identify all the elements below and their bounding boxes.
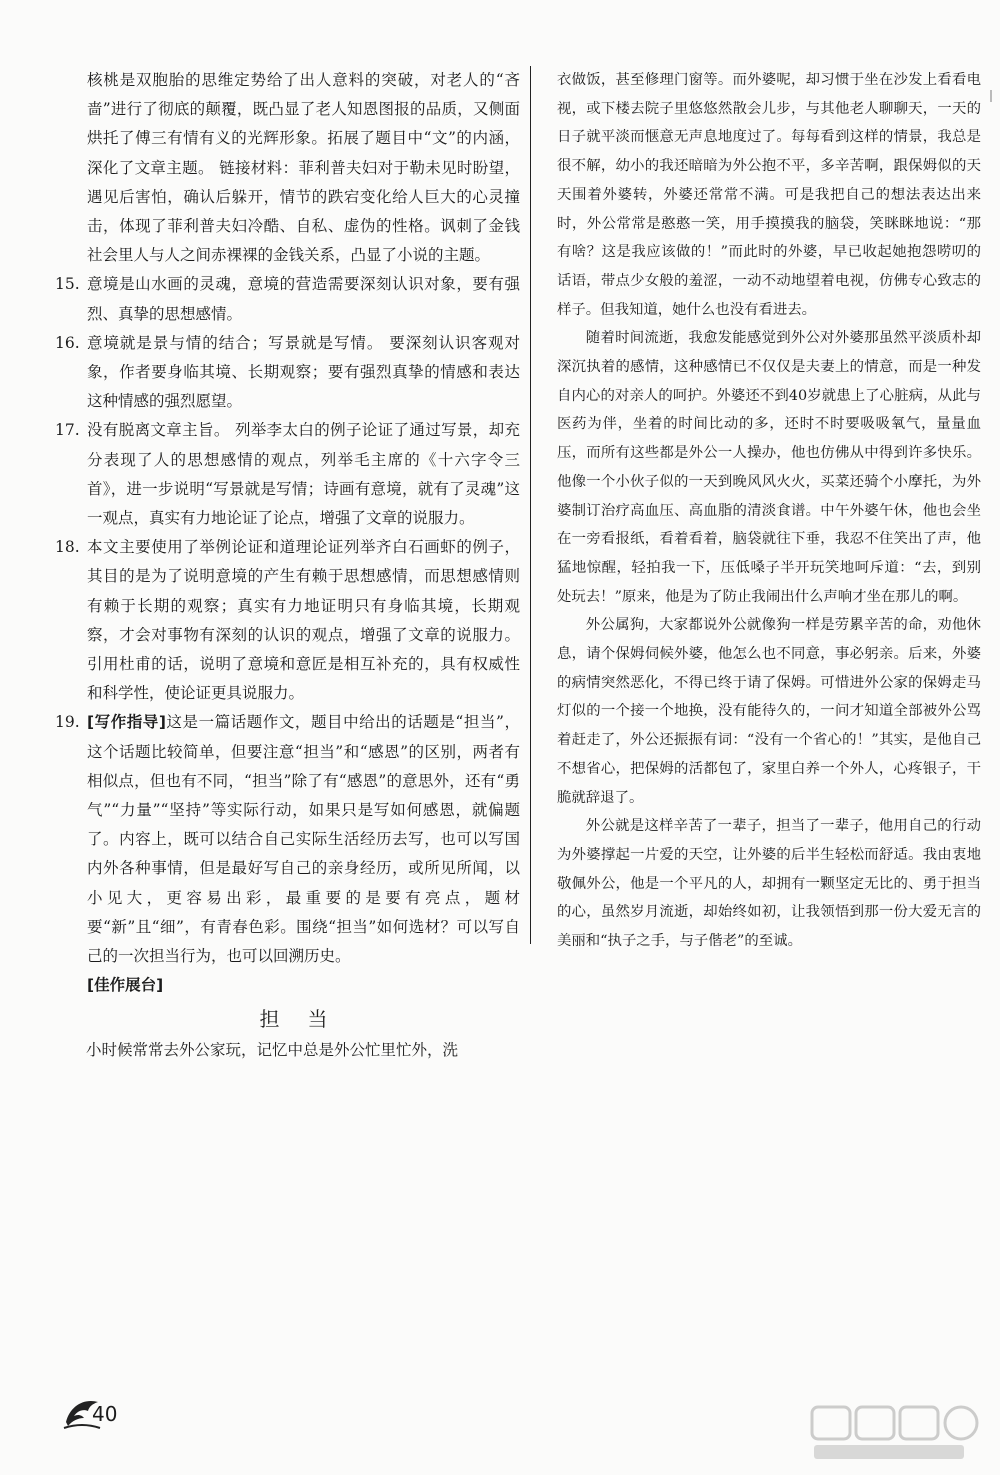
answer-item-17 — [55, 416, 520, 533]
writing-guide-tag: [写作指导] — [87, 713, 166, 732]
item-text: 本文主要使用了举例论证和道理论证列举齐白石画虾的例子，其目的是为了说明意境的产生有赖于思想感情，而思想感情则有赖于长期的观察；真实有力地证明只有身临其境，长期观察，才会对事物有深刻的认识的观点，增强了文章的说服力。引用杜甫的话，说明了意境和意匠是相互补充的，具有权威性和科学性，使论证更具说服力。 — [87, 538, 520, 703]
answer-item-15 — [55, 270, 520, 328]
answer-item-16 — [55, 329, 520, 417]
answer-continuation: 核桃是双胞胎的思维定势给了出人意料的突破，对老人的“吝啬”进行了彻底的颠覆，既凸显了老人知恩图报的品质，又侧面烘托了傅三有情有义的光辉形象。拓展了题目中“文”的内涵，深化了文章主题。 链接材料：菲利普夫妇对于勒未见时盼望，遇见后害怕，确认后躲开，情节的跌宕变化给人巨大的心灵撞击，体现了菲利普夫妇冷酷、自私、虚伪的性格。讽刺了金钱社会里人与人之间赤裸裸的金钱关系，凸显了小说的主题。 — [87, 71, 520, 265]
item-text: 意境是山水画的灵魂，意境的营造需要深刻认识对象，要有强烈、真挚的思想感情。 — [87, 275, 520, 323]
essay-paragraph-2: 随着时间流逝，我愈发能感觉到外公对外婆那虽然平淡质朴却深沉执着的感情，这种感情已不仅仅是夫妻上的情意，而是一种发自内心的对亲人的呵护。外婆还不到40岁就患上了心脏病，从此与医药为伴，坐着的时间比动的多，还时不时要吸吸氧气，量量血压，而所有这些都是外公一人操办，他也仿佛从中得到许多快乐。他像一个小伙子似的一天到晚风风火火，买菜还骑个小摩托，为外婆制订治疗高血压、高血脂的清淡食谱。中午外婆午休，他也会坐在一旁看报纸，看着看着，脑袋就往下垂，我忍不住笑出了声，他猛地惊醒，轻拍我一下，压低嗓子半开玩笑地呵斥道：“去，到别处玩去！”原来，他是为了防止我闹出什么声响才坐在那儿的啊。 — [557, 330, 981, 605]
essay-paragraph-4: 外公就是这样辛苦了一辈子，担当了一辈子，他用自己的行动为外婆撑起一片爱的天空，让外婆的后半生轻松而舒适。我由衷地敬佩外公，他是一个平凡的人，却拥有一颗坚定无比的、勇于担当的心，虽然岁月流逝，却始终如初，让我领悟到那一份大爱无言的美丽和“执子之手，与子偕老”的至诚。 — [557, 818, 981, 950]
column-divider — [530, 66, 531, 944]
item-number: 16. — [55, 333, 80, 352]
answer-item-18 — [55, 533, 520, 708]
section-label: [佳作展台] — [87, 976, 164, 995]
essay-title: 担当 — [259, 1006, 356, 1031]
writing-guide-text: 这是一篇话题作文，题目中给出的话题是“担当”，这个话题比较简单，但要注意“担当”和“感恩”的区别，两者有相似点，但也有不同，“担当”除了有“感恩”的意思外，还有“勇气”“力量”“坚持”等实际行动，如果只是写如何感恩，就偏题了。内容上，既可以结合自己实际生活经历去写，也可以写国内外各种事情，但是最好写自己的亲身经历，或所见所闻，以小见大，更容易出彩，最重要的是要有亮点，题材要“新”且“细”，有青春色彩。围绕“担当”如何选材？可以写自己的一次担当行为，也可以回溯历史。 — [87, 713, 520, 966]
item-number: 17. — [55, 421, 80, 440]
essay-start: 小时候常常去外公家玩，记忆中总是外公忙里忙外，洗 — [86, 1040, 459, 1059]
item-text: 意境就是景与情的结合；写景就是写情。 要深刻认识客观对象，作者要身临其境、长期观察；要有强烈真挚的情感和表达这种情感的强烈愿望。 — [87, 333, 520, 411]
item-number: 18. — [55, 538, 80, 557]
margin-mark — [990, 90, 992, 102]
page-number: 40 — [92, 1402, 118, 1426]
answer-item-19 — [55, 708, 520, 971]
essay-paragraph-1: 衣做饭，甚至修理门窗等。而外婆呢，却习惯于坐在沙发上看看电视，或下楼去院子里悠悠然散会儿步，与其他老人聊聊天，一天的日子就平淡而惬意无声息地度过了。每每看到这样的情景，我总是很不解，幼小的我还暗暗为外公抱不平，多辛苦啊，跟保姆似的天天围着外婆转，外婆还常常不满。可是我把自己的想法表达出来时，外公常常是憨憨一笑，用手摸摸我的脑袋，笑眯眯地说：“那有啥？这是我应该做的！”而此时的外婆，早已收起她抱怨唠叨的话语，带点少女般的羞涩，一动不动地望着电视，仿佛专心致志的样子。但我知道，她什么也没有看进去。 — [557, 72, 981, 318]
answer-site-watermark-icon — [806, 1403, 986, 1463]
item-number: 19. — [55, 713, 80, 732]
item-text: 没有脱离文章主旨。 列举李太白的例子论证了通过写景，却充分表现了人的思想感情的观点，列举毛主席的《十六字令三首》，进一步说明“写景就是写情；诗画有意境，就有了灵魂”这一观点，真实有力地论证了论点，增强了文章的说服力。 — [87, 421, 520, 528]
item-number: 15. — [55, 275, 80, 294]
essay-paragraph-3: 外公属狗，大家都说外公就像狗一样是劳累辛苦的命，劝他休息，请个保姆伺候外婆，他怎么也不同意，事必躬亲。后来，外婆的病情突然恶化，不得已终于请了保姆。可惜进外公家的保姆走马灯似的一个接一个地换，没有能待久的，一问才知道全部被外公骂着赶走了，外公还振振有词：“没有一个省心的！”其实，是他自己不想省心，把保姆的活都包了，家里白养一个外人，心疼银子，干脆就辞退了。 — [557, 617, 981, 806]
left-column — [55, 66, 520, 1065]
item-text — [87, 708, 520, 971]
right-column — [557, 66, 981, 956]
